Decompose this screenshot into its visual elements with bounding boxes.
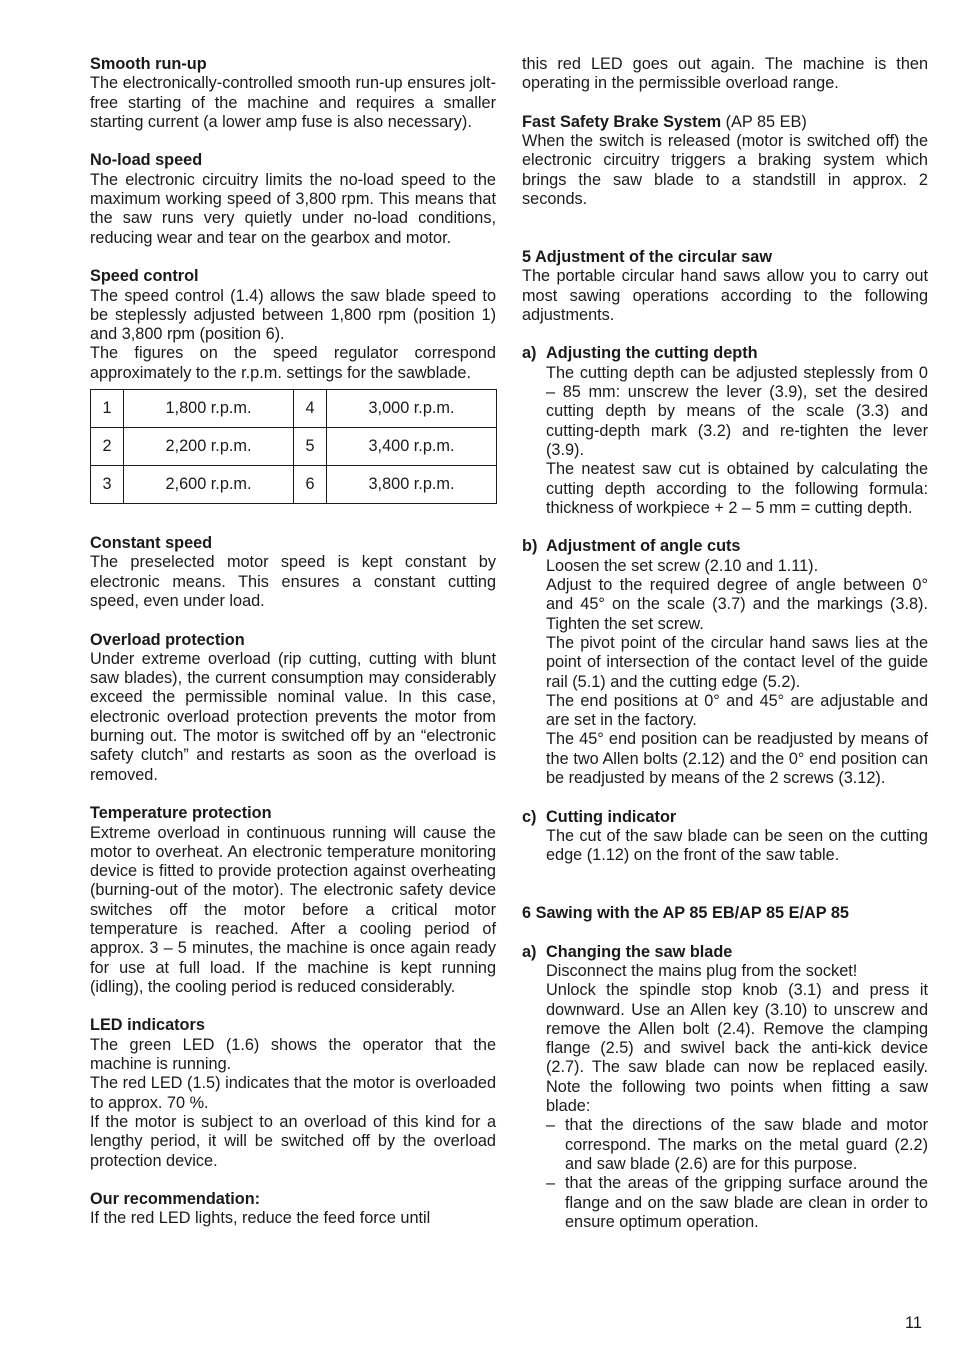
- heading-fast-safety-brake: [522, 113, 928, 132]
- table-cell: 3,000 r.p.m.: [327, 390, 497, 428]
- text-led-overload: If the motor is subject to an overload of this kind for a lengthy period, it will be switched off by the overload protection device.: [90, 1112, 496, 1170]
- text-temperature-protection: Extreme overload in continuous running will cause the motor to overheat. An electronic temperature monitoring device is fitted to provide protection against overheating (burning-out of the motor). The electronic safety device switches off the motor before a critical motor temperature is reached. After a cooling period of approx. 3 – 5 minutes, the machine is once again ready for use at full load. If the machine is kept running (idling), the cooling period is reduced considerably.: [90, 823, 496, 996]
- heading-smooth-runup: Smooth run-up: [90, 55, 207, 73]
- heading-brake-suffix: (AP 85 EB): [721, 112, 807, 131]
- text-speed-control-1: The speed control (1.4) allows the saw blade speed to be steplessly adjusted between 1,800 rpm (position 1) and 3,800 rpm (position 6).: [90, 286, 496, 344]
- text-section-5-intro: The portable circular hand saws allow you to carry out most sawing operations according to the following adjustments.: [522, 267, 928, 324]
- table-row: [91, 428, 497, 466]
- table-cell: 2,200 r.p.m.: [124, 428, 294, 466]
- text-led-green: The green LED (1.6) shows the operator that the machine is running.: [90, 1035, 496, 1074]
- text-continuation: this red LED goes out again. The machine is then operating in the permissible overload range.: [522, 55, 928, 93]
- list-item-text: that the areas of the gripping surface around the flange and on the saw blade are clean in order to ensure optimum operation.: [565, 1174, 928, 1231]
- table-row: [91, 466, 497, 504]
- table-cell: 5: [294, 428, 327, 466]
- left-column: [90, 55, 496, 1229]
- heading-temperature-protection: Temperature protection: [90, 804, 272, 823]
- heading-constant-speed: Constant speed: [90, 534, 213, 553]
- text-recommendation: If the red LED lights, reduce the feed force until: [90, 1209, 431, 1228]
- text-disconnect-plug: Disconnect the mains plug from the socket!: [546, 961, 858, 980]
- text-overload-protection: Under extreme overload (rip cutting, cutting with blunt saw blades), the current consumption may considerably exceed the permissible nominal value. In this case, electronic overload protection prevents the motor from burning out. The motor is switched off by an “electronic safety clutch” and restarts as soon as the overload is removed.: [90, 649, 496, 784]
- heading-brake-bold: Fast Safety Brake System: [522, 112, 722, 131]
- heading-led-indicators: LED indicators: [90, 1016, 205, 1035]
- subsection-letter: c): [522, 807, 537, 826]
- heading-recommendation: Our recommendation:: [90, 1190, 261, 1209]
- dash-marker: –: [546, 1174, 556, 1193]
- table-cell: 6: [294, 466, 327, 504]
- heading-cutting-indicator: Cutting indicator: [546, 807, 677, 826]
- text-noload-speed: The electronic circuitry limits the no-load speed to the maximum working speed of 3,800 rpm. This means that the saw runs very quietly under no-load conditions, reducing wear and tear on the gearbox and motor.: [90, 170, 496, 247]
- table-row: [91, 390, 497, 428]
- subsection-6a: [522, 943, 928, 1232]
- table-cell: 2,600 r.p.m.: [124, 466, 294, 504]
- text-cutting-depth-2: The neatest saw cut is obtained by calculating the cutting depth according to the following formula: thickness of workpiece + 2 – 5 mm = cutting depth.: [546, 460, 928, 517]
- subsection-5a: [522, 344, 928, 518]
- text-smooth-runup: The electronically-controlled smooth run-up ensures jolt-free starting of the machine and requires a smaller starting current (a lower amp fuse is also necessary).: [90, 74, 496, 131]
- heading-section-5: 5 Adjustment of the circular saw: [522, 247, 773, 266]
- subsection-5b: [522, 537, 928, 788]
- subsection-letter: a): [522, 344, 537, 363]
- text-led-red: The red LED (1.5) indicates that the motor is overloaded to approx. 70 %.: [90, 1074, 496, 1112]
- heading-changing-saw-blade: Changing the saw blade: [546, 942, 733, 961]
- table-cell: 3,800 r.p.m.: [327, 466, 497, 504]
- table-cell: 3: [91, 466, 124, 504]
- speed-table: [90, 389, 497, 504]
- list-item: [546, 1174, 928, 1232]
- page-number: 11: [905, 1314, 922, 1332]
- text-angle-cuts-1: Loosen the set screw (2.10 and 1.11).: [546, 556, 819, 575]
- right-column: [522, 55, 928, 1232]
- table-cell: 4: [294, 390, 327, 428]
- heading-angle-cuts: Adjustment of angle cuts: [546, 537, 741, 556]
- text-changing-saw-blade: Unlock the spindle stop knob (3.1) and press it downward. Use an Allen key (3.10) to unscrew and remove the Allen bolt (2.4). Remove the clamping flange (2.5) and swivel back the anti-kick device (2.7). The saw blade can now be replaced easily. Note the following two points when fitting a saw blade:: [546, 981, 928, 1116]
- heading-speed-control: Speed control: [90, 267, 199, 286]
- text-constant-speed: The preselected motor speed is kept constant by electronic means. This ensures a constant cutting speed, even under load.: [90, 553, 496, 610]
- list-item: [546, 1116, 928, 1174]
- text-angle-cuts-5: The 45° end position can be readjusted by means of the two Allen bolts (2.12) and the 0° end position can be readjusted by means of the 2 screws (3.12).: [546, 730, 928, 787]
- list-item-text: that the directions of the saw blade and motor correspond. The marks on the metal guard (2.2) and saw blade (2.6) are for this purpose.: [565, 1116, 928, 1173]
- table-cell: 1: [91, 390, 124, 428]
- subsection-letter: b): [522, 537, 538, 556]
- heading-cutting-depth: Adjusting the cutting depth: [546, 344, 758, 363]
- text-angle-cuts-4: The end positions at 0° and 45° are adjustable and are set in the factory.: [546, 691, 928, 730]
- subsection-letter: a): [522, 942, 537, 961]
- text-cutting-depth-1: The cutting depth can be adjusted steplessly from 0 – 85 mm: unscrew the lever (3.9), set the desired cutting depth by means of the scale (3.3) and cutting-depth mark (3.2) and re-tighten the lever (3.9).: [546, 363, 928, 459]
- text-angle-cuts-3: The pivot point of the circular hand saws lies at the point of intersection of the contact level of the guide rail (5.1) and the cutting edge (5.2).: [546, 633, 928, 691]
- table-cell: 1,800 r.p.m.: [124, 390, 294, 428]
- table-cell: 2: [91, 428, 124, 466]
- subsection-5c: [522, 808, 928, 866]
- text-fast-safety-brake: When the switch is released (motor is switched off) the electronic circuitry triggers a braking system which brings the saw blade to a standstill in approx. 2 seconds.: [522, 132, 928, 209]
- text-cutting-indicator: The cut of the saw blade can be seen on the cutting edge (1.12) on the front of the saw table.: [546, 826, 928, 865]
- heading-noload-speed: No-load speed: [90, 151, 203, 170]
- text-speed-control-2: The figures on the speed regulator correspond approximately to the r.p.m. settings for the sawblade.: [90, 344, 496, 382]
- dash-marker: –: [546, 1116, 556, 1135]
- heading-section-6: 6 Sawing with the AP 85 EB/AP 85 E/AP 85: [522, 904, 849, 923]
- table-cell: 3,400 r.p.m.: [327, 428, 497, 466]
- heading-overload-protection: Overload protection: [90, 630, 245, 649]
- text-angle-cuts-2: Adjust to the required degree of angle between 0° and 45° on the scale (3.7) and the markings (3.8). Tighten the set screw.: [546, 576, 928, 633]
